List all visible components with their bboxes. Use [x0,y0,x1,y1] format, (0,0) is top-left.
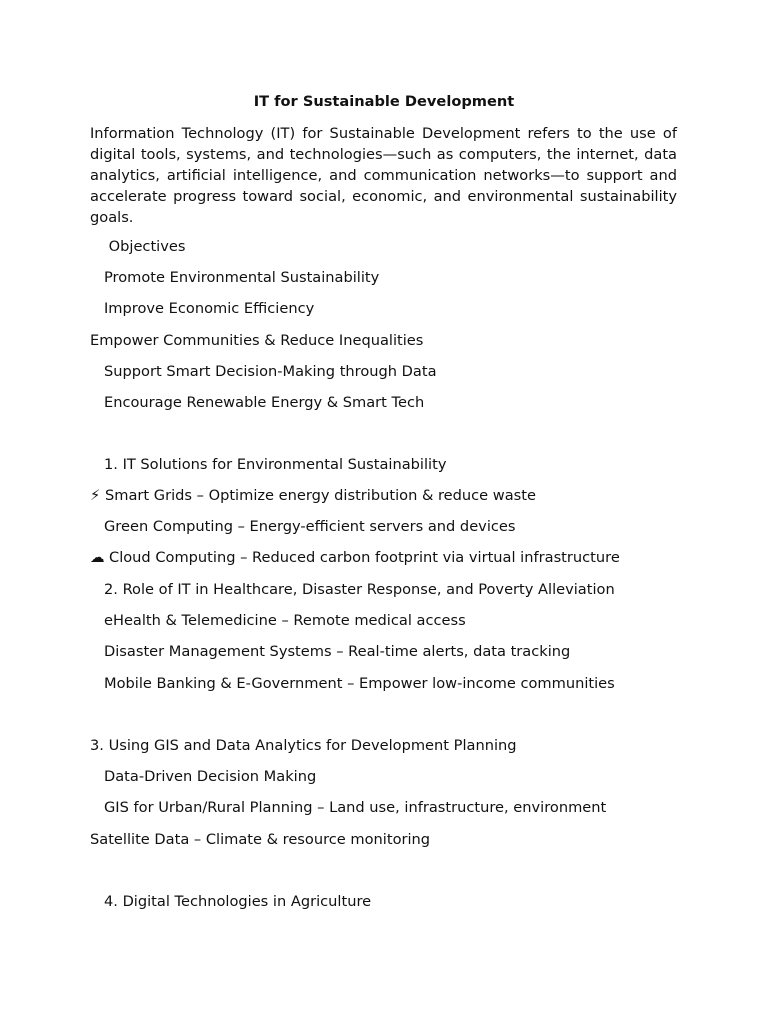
section-heading [90,580,615,600]
lightning-icon: ⚡ [90,487,101,504]
objective-item [90,299,314,319]
section-heading [90,892,371,912]
section-heading-text: 2. Role of IT in Healthcare, Disaster Response, and Poverty Alleviation [104,581,615,598]
section-heading-text: 1. IT Solutions for Environmental Sustainability [104,456,447,473]
section-item [90,830,430,850]
section-item-text: Green Computing – Energy-efficient servers and devices [104,518,516,535]
objective-text: Support Smart Decision-Making through Data [104,363,437,380]
objective-text: Improve Economic Efficiency [104,300,315,317]
section-item-text: Disaster Management Systems – Real-time alerts, data tracking [104,643,571,660]
section-heading-text: 3. Using GIS and Data Analytics for Development Planning [90,737,517,754]
section-item [90,642,570,662]
objective-text: Empower Communities & Reduce Inequalities [90,332,424,349]
objectives-heading [90,237,185,257]
objective-text: Promote Environmental Sustainability [104,269,380,286]
cloud-icon: ☁ [90,549,105,566]
section-item [90,517,515,537]
objective-text: Encourage Renewable Energy & Smart Tech [104,394,425,411]
objective-item [90,268,379,288]
objective-item [90,393,424,413]
section-item [90,611,466,631]
section-item-text: eHealth & Telemedicine – Remote medical access [104,612,466,629]
page-title: IT for Sustainable Development [253,93,515,110]
section-item-text: GIS for Urban/Rural Planning – Land use, infrastructure, environment [104,799,607,816]
section-item-text: Cloud Computing – Reduced carbon footprint via virtual infrastructure [109,549,620,566]
section-item-text: Mobile Banking & E-Government – Empower low-income communities [104,675,615,692]
section-heading-text: 4. Digital Technologies in Agriculture [104,893,372,910]
section-item-text: Data-Driven Decision Making [104,768,317,785]
section-heading [90,455,446,475]
section-item-text: Satellite Data – Climate & resource monitoring [90,831,431,848]
section-item [90,674,615,694]
section-item [90,767,316,787]
objectives-heading-text: Objectives [104,238,186,255]
section-item [90,798,606,818]
objective-item [90,331,423,351]
section-item-text: Smart Grids – Optimize energy distribution & reduce waste [105,487,536,504]
section-item [90,548,620,568]
intro-paragraph: Information Technology (IT) for Sustainable Development refers to the use of digital tools, systems, and technologies—such as computers, the internet, data analytics, artificial intelligence, and communication networks—to support and accelerate progress toward social, economic, and environmental sustainability goals. [90,125,677,226]
section-heading [90,736,517,756]
section-item [90,486,536,506]
objective-item [90,362,437,382]
